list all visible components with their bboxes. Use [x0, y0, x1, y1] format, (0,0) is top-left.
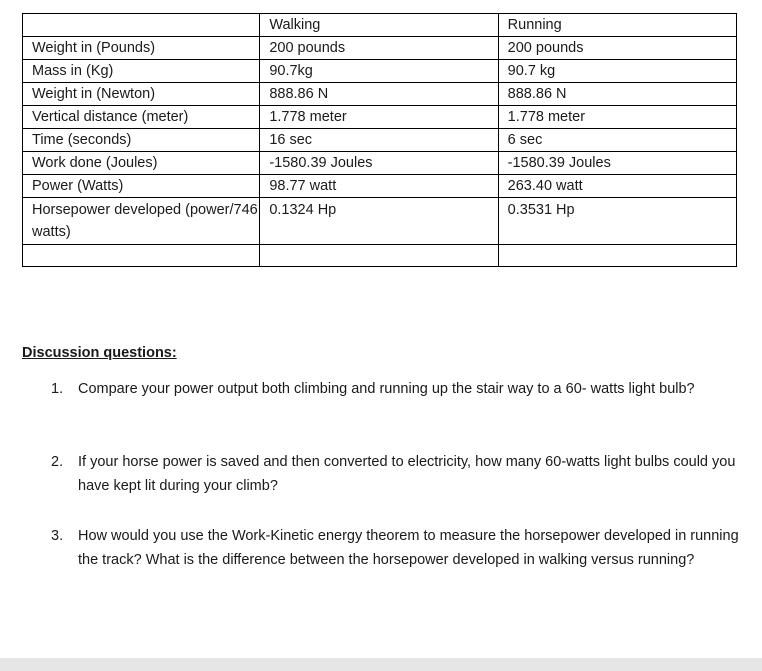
list-item: [22, 377, 742, 401]
table-cell: Work done (Joules): [23, 152, 260, 175]
table-row: [23, 83, 737, 106]
table-cell: Time (seconds): [23, 129, 260, 152]
question-number: 3.: [51, 528, 64, 544]
table-cell: Weight in (Newton): [23, 83, 260, 106]
table-cell: 888.86 N: [498, 83, 736, 106]
question-text: If your horse power is saved and then converted to electricity, how many 60-watts light bulbs could you have kept lit during your climb?: [78, 454, 736, 494]
table-cell: 1.778 meter: [260, 106, 498, 129]
question-text: How would you use the Work-Kinetic energy theorem to measure the horsepower developed in running the track? What is the difference between the horsepower developed in walking versus running?: [78, 528, 739, 568]
table-row: [23, 152, 737, 175]
table-cell: Mass in (Kg): [23, 60, 260, 83]
discussion-heading: Discussion questions:: [22, 345, 177, 361]
list-item: [22, 450, 742, 498]
table-cell: 888.86 N: [260, 83, 498, 106]
list-item: [22, 524, 742, 572]
table-cell: Power (Watts): [23, 175, 260, 198]
table-cell: 0.3531 Hp: [498, 198, 736, 245]
table-cell: 0.1324 Hp: [260, 198, 498, 245]
table-cell: Vertical distance (meter): [23, 106, 260, 129]
table-row: [23, 175, 737, 198]
table-row: [23, 129, 737, 152]
table-cell: [23, 245, 260, 267]
table-cell: 98.77 watt: [260, 175, 498, 198]
table-cell: 90.7kg: [260, 60, 498, 83]
question-text: Compare your power output both climbing and running up the stair way to a 60- watts light bulb?: [78, 381, 695, 397]
table-cell: 263.40 watt: [498, 175, 736, 198]
table-row-empty: [23, 245, 737, 267]
table-cell: 1.778 meter: [498, 106, 736, 129]
table-cell: Weight in (Pounds): [23, 37, 260, 60]
table-header-cell: Running: [498, 14, 736, 37]
table-cell: 16 sec: [260, 129, 498, 152]
question-number: 1.: [51, 381, 64, 397]
table-cell: -1580.39 Joules: [498, 152, 736, 175]
table-header-cell: [23, 14, 260, 37]
table-cell: 90.7 kg: [498, 60, 736, 83]
page-bottom-edge: [0, 658, 762, 671]
results-table: [22, 13, 737, 267]
table-header-cell: Walking: [260, 14, 498, 37]
table-cell: 200 pounds: [498, 37, 736, 60]
table-row: [23, 198, 737, 245]
table-cell: Horsepower developed (power/746 watts): [23, 198, 260, 245]
table-row: [23, 37, 737, 60]
table-cell: [260, 245, 498, 267]
table-header-row: [23, 14, 737, 37]
table-cell: 6 sec: [498, 129, 736, 152]
table-row: [23, 60, 737, 83]
discussion-questions-list: [22, 377, 742, 572]
table-row: [23, 106, 737, 129]
question-number: 2.: [51, 454, 64, 470]
table-cell: 200 pounds: [260, 37, 498, 60]
table-cell: -1580.39 Joules: [260, 152, 498, 175]
table-cell: [498, 245, 736, 267]
